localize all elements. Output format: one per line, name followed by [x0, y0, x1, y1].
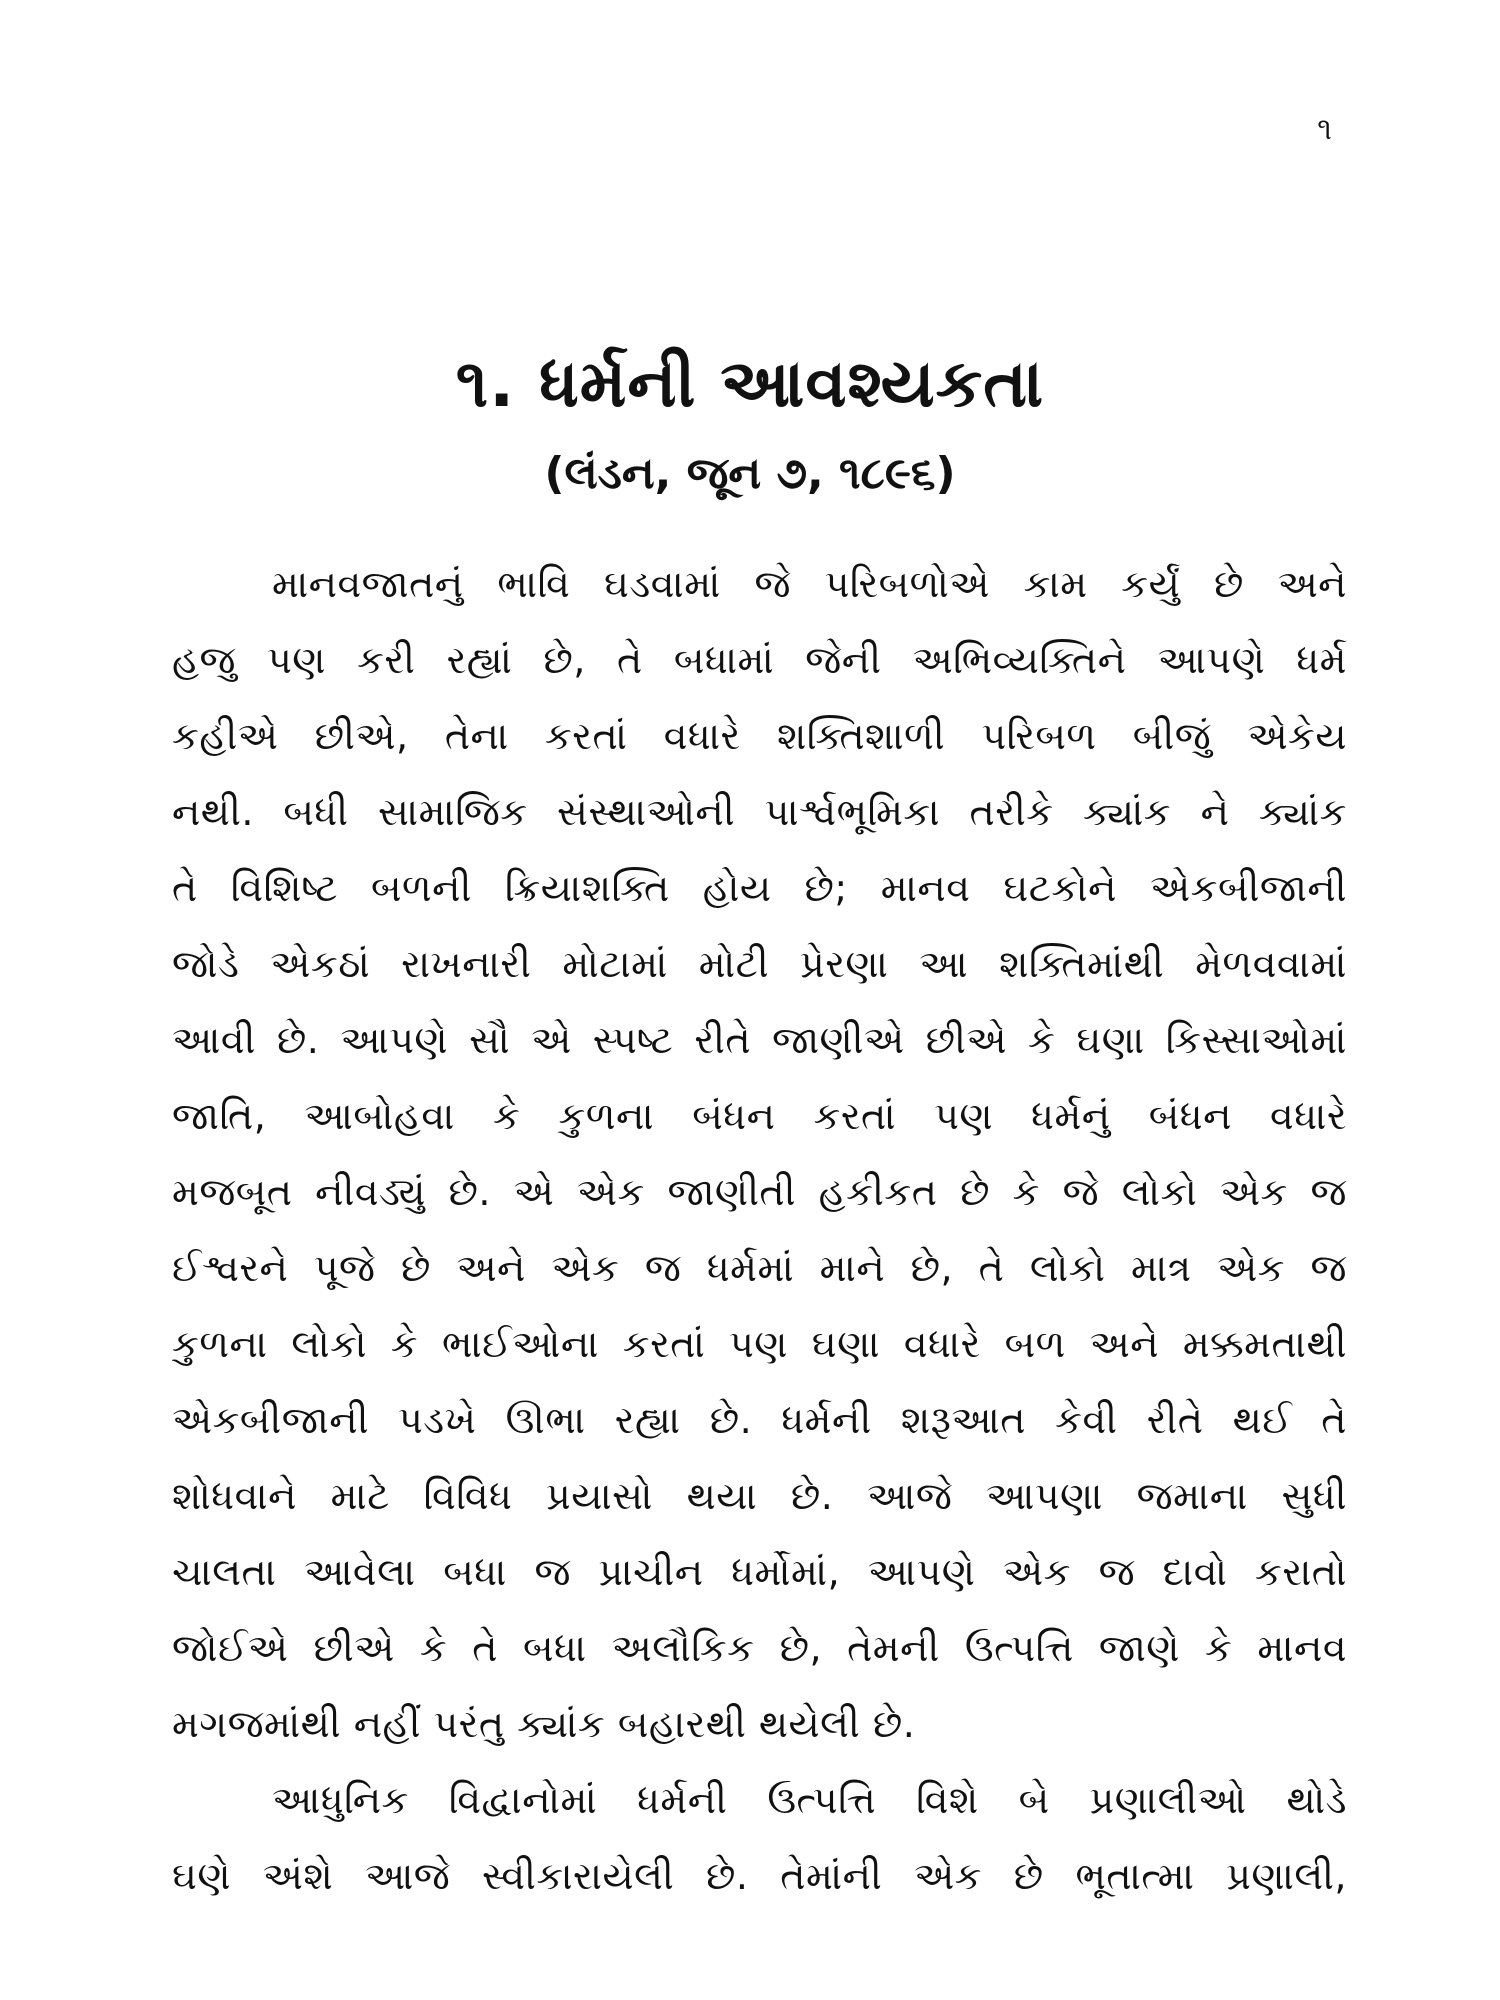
- text-line: ઘણે અંશે આજે સ્વીકારાયેલી છે. તેમાંની એક છે ભૂતાત્મા પ્રણાલી,: [172, 1854, 1347, 1898]
- text-line: માનવજાતનું ભાવિ ઘડવામાં જે પરિબળોએ કામ કર્યું છે અને: [272, 562, 1347, 606]
- text-line: મજબૂત નીવડ્યું છે. એ એક જાણીતી હકીકત છે કે જે લોકો એક જ: [172, 1170, 1347, 1214]
- paragraph-2: [172, 1762, 1347, 1914]
- text-line: આધુનિક વિદ્વાનોમાં ધર્મની ઉત્પત્તિ વિશે બે પ્રણાલીઓ થોડે: [272, 1778, 1347, 1822]
- text-line: હજુ પણ કરી રહ્યાં છે, તે બધામાં જેની અભિવ્યક્તિને આપણે ધર્મ: [172, 638, 1347, 682]
- text-line: કુળના લોકો કે ભાઈઓના કરતાં પણ ઘણા વધારે બળ અને મક્કમતાથી: [172, 1322, 1347, 1366]
- text-line: શોધવાને માટે વિવિધ પ્રયાસો થયા છે. આજે આપણા જમાના સુધી: [172, 1474, 1347, 1518]
- paragraph-1: [172, 546, 1347, 1762]
- chapter-subtitle: (લંડન, જૂન ૭, ૧૮૯૬): [544, 448, 956, 499]
- text-line: એકબીજાની પડખે ઊભા રહ્યા છે. ધર્મની શરૂઆત કેવી રીતે થઈ તે: [172, 1398, 1347, 1442]
- text-line: નથી. બધી સામાજિક સંસ્થાઓની પાર્શ્વભૂમિકા તરીકે ક્યાંક ને ક્યાંક: [172, 790, 1347, 834]
- page-number: ૧: [1317, 112, 1332, 147]
- text-line: ઈશ્વરને પૂજે છે અને એક જ ધર્મમાં માને છે, તે લોકો માત્ર એક જ: [172, 1246, 1347, 1290]
- text-line: જાતિ, આબોહવા કે કુળના બંધન કરતાં પણ ધર્મનું બંધન વધારે: [172, 1094, 1347, 1138]
- text-line: કહીએ છીએ, તેના કરતાં વધારે શક્તિશાળી પરિબળ બીજું એકેય: [172, 714, 1347, 758]
- text-line: જોડે એકઠાં રાખનારી મોટામાં મોટી પ્રેરણા આ શક્તિમાંથી મેળવવામાં: [172, 942, 1347, 986]
- text-line: જોઈએ છીએ કે તે બધા અલૌકિક છે, તેમની ઉત્પત્તિ જાણે કે માનવ: [172, 1626, 1347, 1670]
- text-line: ચાલતા આવેલા બધા જ પ્રાચીન ધર્મોમાં, આપણે એક જ દાવો કરાતો: [172, 1550, 1347, 1594]
- chapter-title: ૧. ધર્મની આવશ્યકતા: [455, 345, 1045, 422]
- text-line: મગજમાંથી નહીં પરંતુ ક્યાંક બહારથી થયેલી છે.: [172, 1702, 916, 1746]
- text-line: આવી છે. આપણે સૌ એ સ્પષ્ટ રીતે જાણીએ છીએ કે ઘણા કિસ્સાઓમાં: [172, 1018, 1347, 1062]
- text-line: તે વિશિષ્ટ બળની ક્રિયાશક્તિ હોય છે; માનવ ઘટકોને એકબીજાની: [172, 866, 1347, 910]
